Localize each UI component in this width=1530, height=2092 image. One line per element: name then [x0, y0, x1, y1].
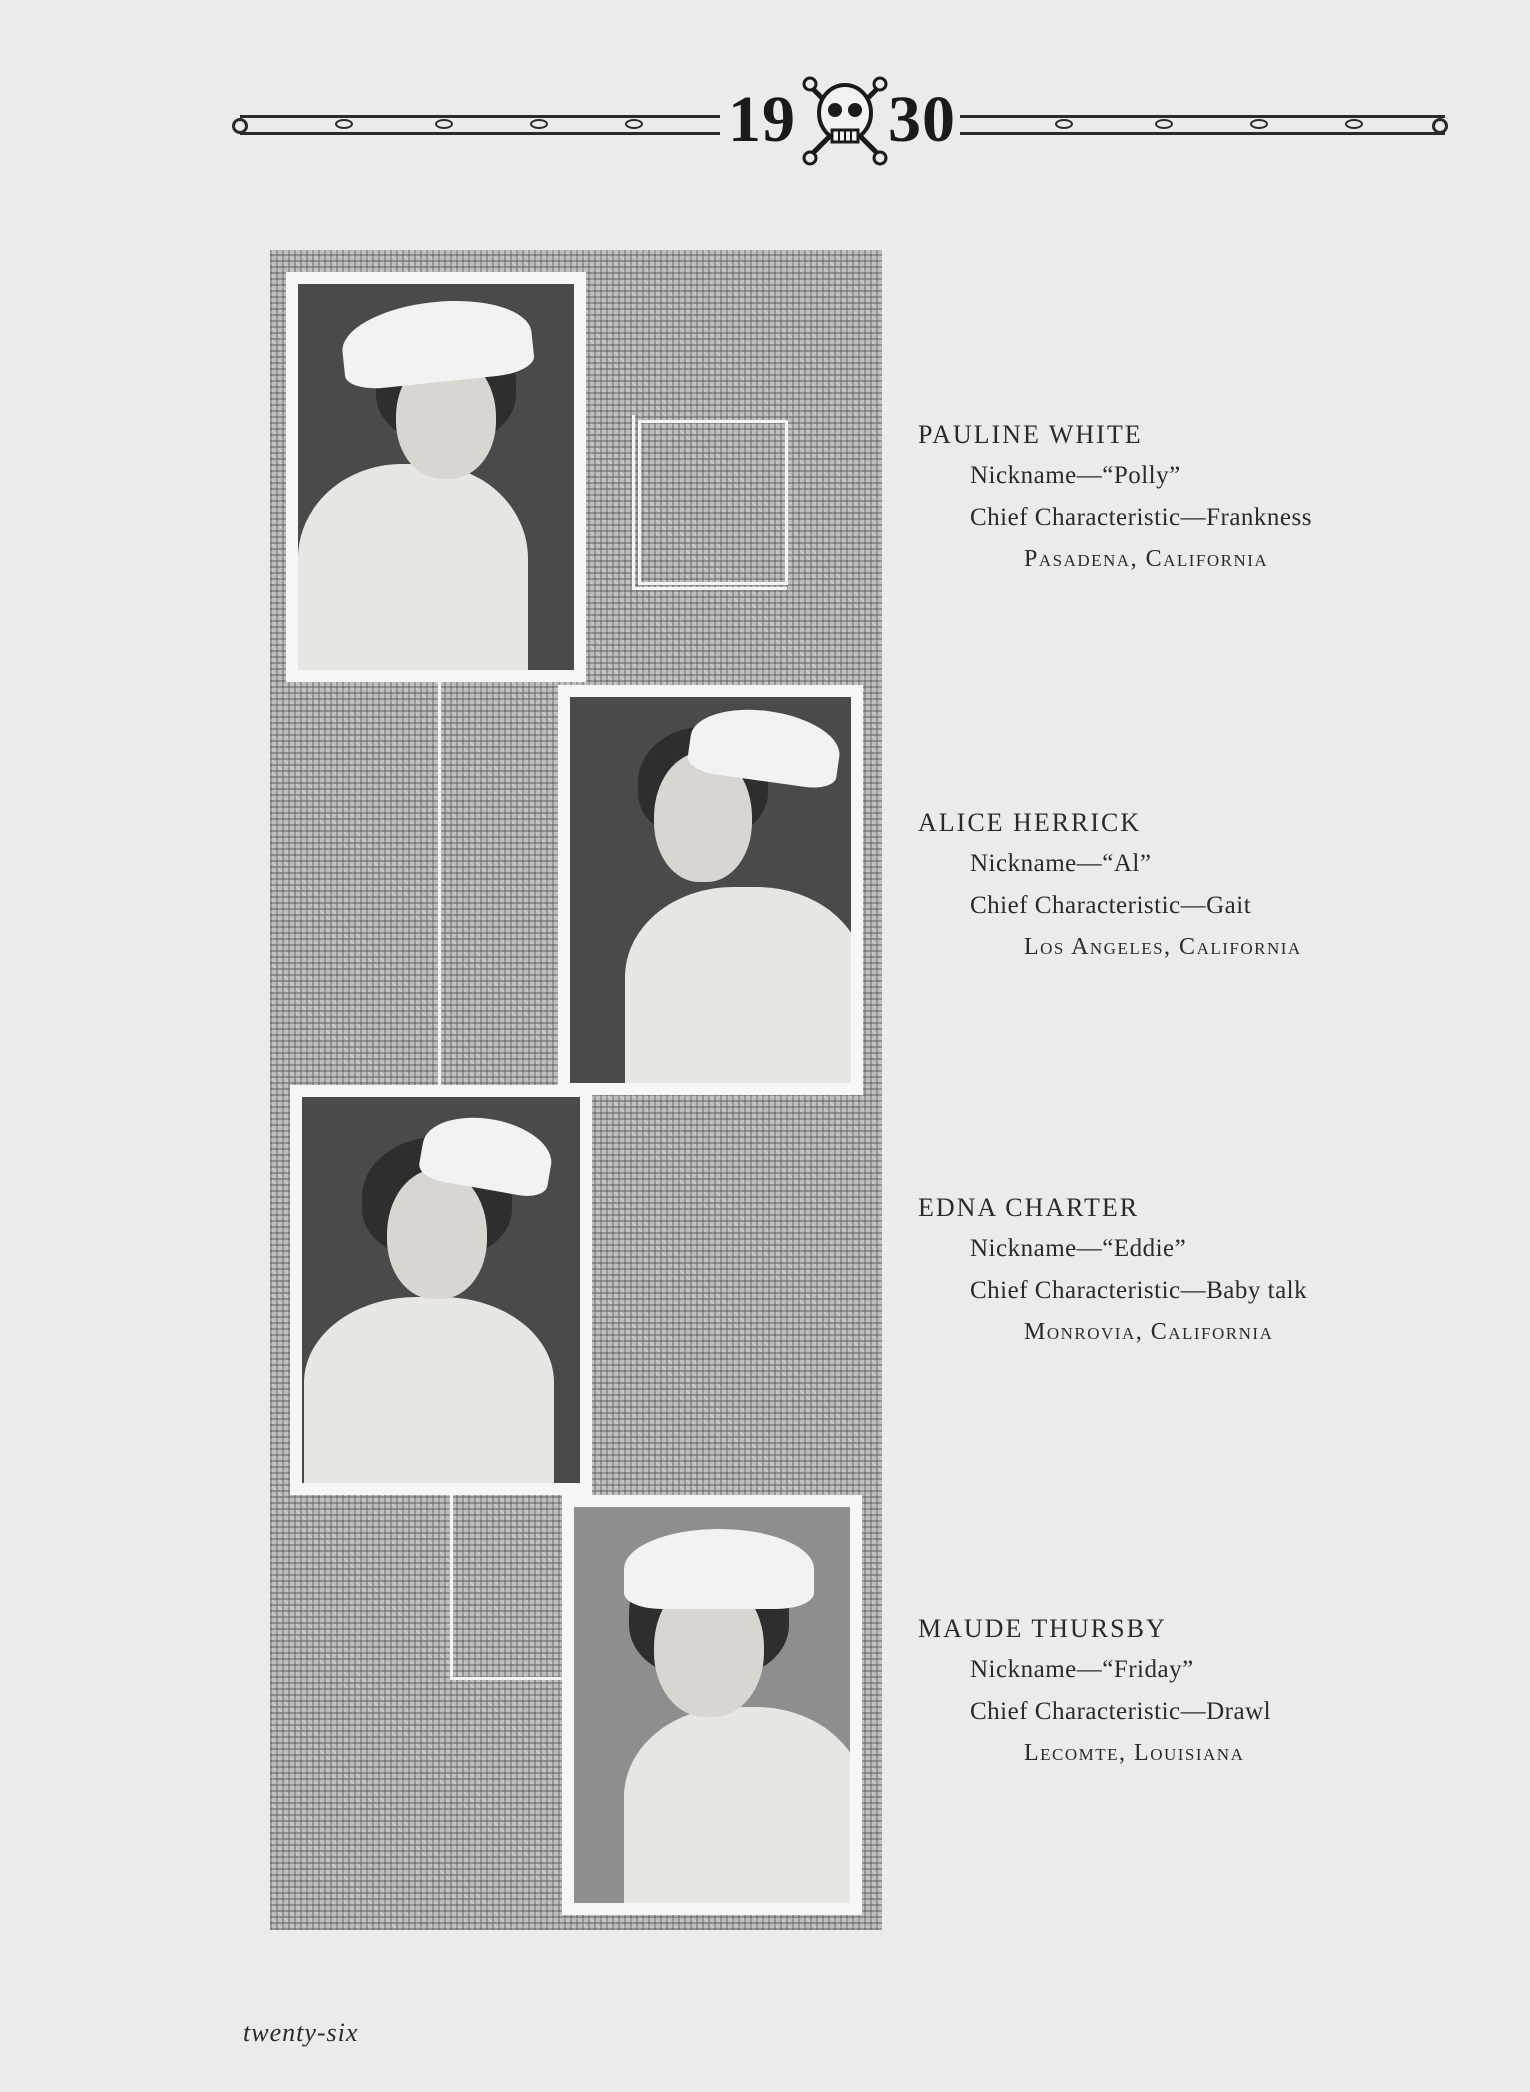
panel-connector-bracket	[450, 1490, 570, 1680]
rule-end-ornament	[232, 118, 248, 134]
header-rule-right	[960, 115, 1445, 135]
portrait-maude-thursby	[562, 1495, 862, 1915]
rule-knot	[1155, 119, 1173, 129]
rule-knot	[625, 119, 643, 129]
rule-knot	[1055, 119, 1073, 129]
panel-ornament-frame	[638, 420, 788, 585]
student-name: EDNA CHARTER	[918, 1193, 1140, 1222]
student-characteristic: Chief Characteristic—Baby talk	[970, 1277, 1308, 1304]
student-characteristic: Chief Characteristic—Frankness	[970, 504, 1312, 531]
rule-knot	[435, 119, 453, 129]
nurse-cap-shape	[624, 1529, 814, 1609]
uniform-shape	[304, 1297, 554, 1483]
yearbook-header	[240, 60, 1445, 180]
photo-image	[302, 1097, 580, 1483]
year-left: 19	[728, 83, 796, 156]
portrait-edna-charter	[290, 1085, 592, 1495]
student-name: PAULINE WHITE	[918, 420, 1143, 449]
year-right: 30	[888, 83, 956, 156]
rule-knot	[1250, 119, 1268, 129]
student-hometown: Pasadena, California	[1024, 546, 1269, 572]
student-characteristic: Chief Characteristic—Gait	[970, 892, 1252, 919]
face-shape	[387, 1169, 487, 1299]
student-name: ALICE HERRICK	[918, 808, 1142, 837]
student-nickname: Nickname—“Al”	[970, 850, 1152, 877]
student-entry-maude-thursby	[918, 1614, 1478, 1767]
uniform-shape	[625, 887, 851, 1083]
student-nickname: Nickname—“Polly”	[970, 462, 1181, 489]
student-hometown: Monrovia, California	[1024, 1319, 1274, 1345]
photo-image	[570, 697, 851, 1083]
student-entry-alice-herrick	[918, 808, 1478, 961]
portrait-alice-herrick	[558, 685, 863, 1095]
student-hometown: Los Angeles, California	[1024, 934, 1302, 960]
photo-image	[574, 1507, 850, 1903]
portrait-pauline-white	[286, 272, 586, 682]
student-nickname: Nickname—“Friday”	[970, 1656, 1194, 1683]
rule-knot	[335, 119, 353, 129]
student-entry-pauline-white	[918, 420, 1478, 573]
uniform-shape	[624, 1707, 850, 1903]
student-hometown: Lecomte, Louisiana	[1024, 1740, 1245, 1766]
student-name: MAUDE THURSBY	[918, 1614, 1167, 1643]
rule-knot	[530, 119, 548, 129]
header-rule-left	[240, 115, 720, 135]
rule-knot	[1345, 119, 1363, 129]
student-characteristic: Chief Characteristic—Drawl	[970, 1698, 1272, 1725]
page-number: twenty-six	[243, 2018, 359, 2047]
student-nickname: Nickname—“Eddie”	[970, 1235, 1187, 1262]
photo-image	[298, 284, 574, 670]
student-entry-edna-charter	[918, 1193, 1478, 1346]
rule-end-ornament	[1432, 118, 1448, 134]
portrait-panel	[270, 250, 882, 1930]
uniform-shape	[298, 464, 528, 670]
skull-and-crossbones-icon	[800, 68, 890, 168]
